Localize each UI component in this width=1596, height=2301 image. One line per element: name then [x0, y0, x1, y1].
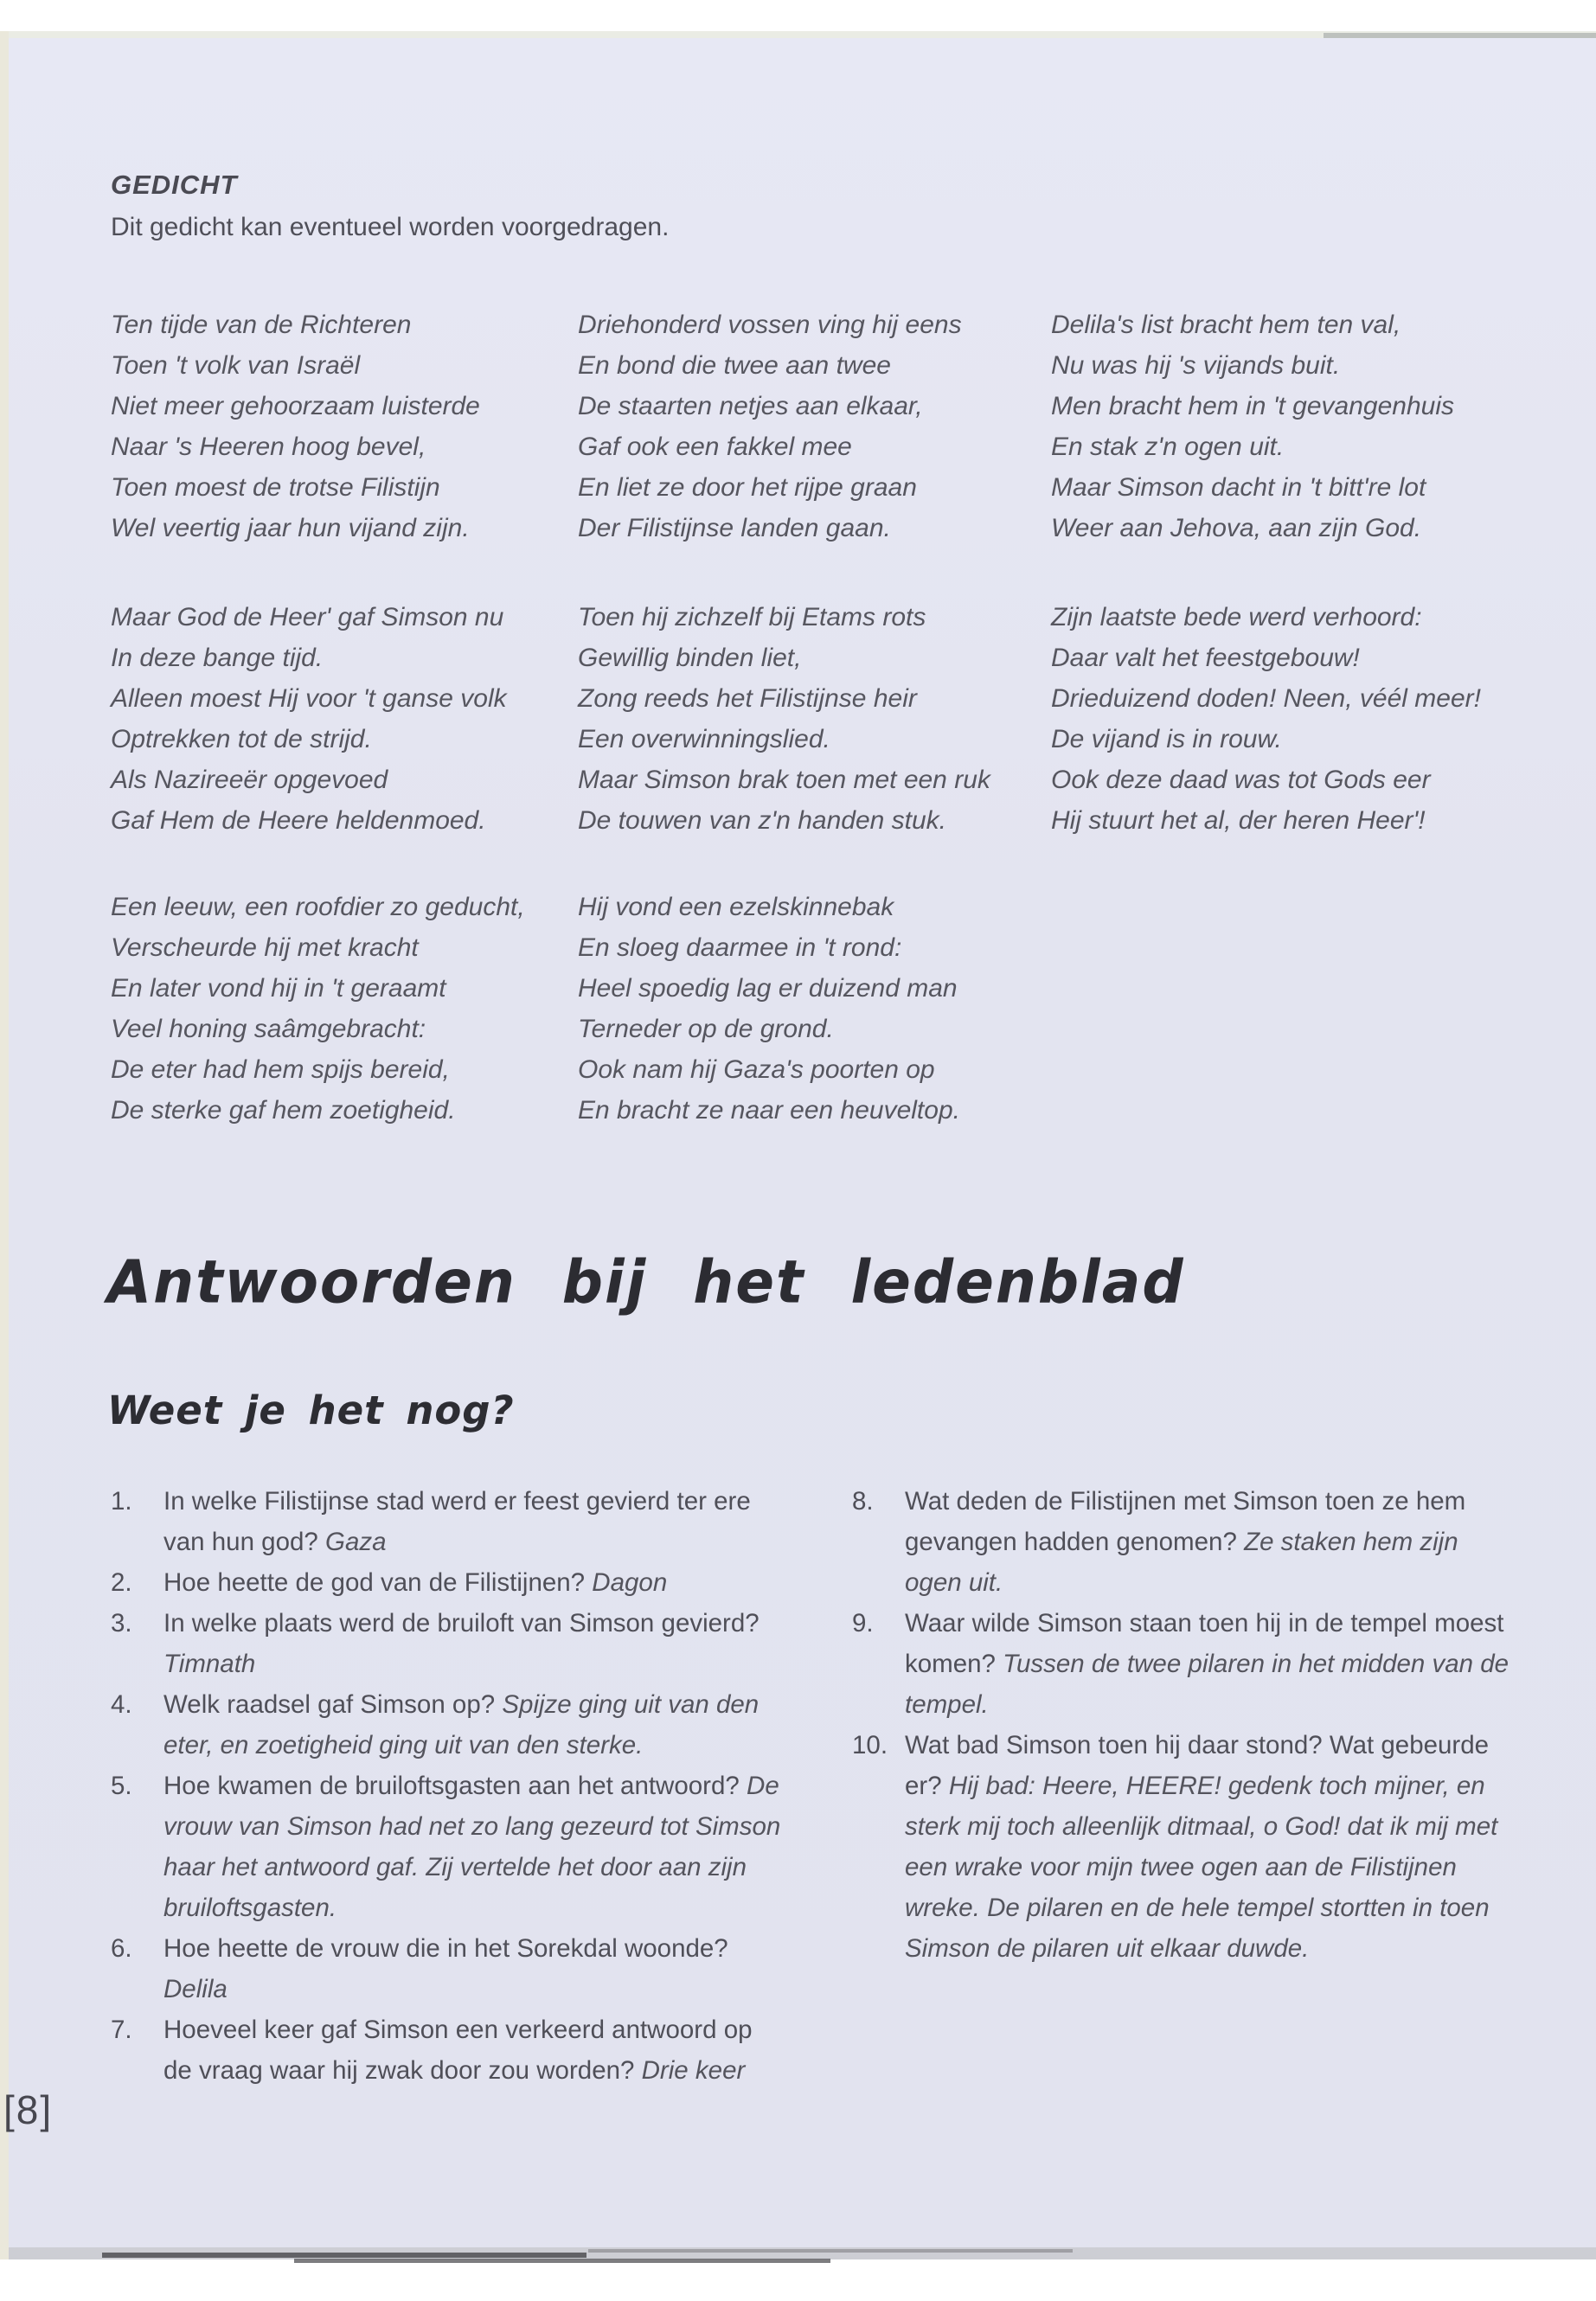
page-bottom-shadow-line: [588, 2249, 1073, 2253]
poem-line: Weer aan Jehova, aan zijn God.: [1051, 514, 1422, 542]
quiz-item-number: 8.: [852, 1487, 874, 1516]
quiz-item-text: [163, 1481, 781, 1562]
poem-line: Gaf ook een fakkel mee: [578, 433, 852, 461]
poem-line: Verscheurde hij met kracht: [111, 933, 419, 962]
poem-line: Een overwinningslied.: [578, 725, 830, 753]
poem-line: Toen 't volk van Israël: [111, 351, 361, 380]
quiz-answer: Tussen de twee pilaren in het midden van de tempel.: [905, 1650, 1509, 1719]
poem-line: Optrekken tot de strijd.: [111, 725, 372, 753]
quiz-item: [111, 1603, 781, 1684]
quiz-question: Wat deden de Filistijnen met Simson toen ze hem gevangen hadden genomen?: [905, 1487, 1466, 1556]
quiz-question: Hoeveel keer gaf Simson een verkeerd antwoord op de vraag waar hij zwak door zou worden?: [163, 2016, 753, 2085]
poem-line: Een leeuw, een roofdier zo geducht,: [111, 893, 525, 921]
quiz-item: [852, 1481, 1516, 1603]
quiz-column-right: [852, 1481, 1516, 1969]
quiz-answer: Timnath: [163, 1650, 256, 1678]
poem-line: De eter had hem spijs bereid,: [111, 1055, 450, 1084]
poem-line: Ook nam hij Gaza's poorten op: [578, 1055, 935, 1084]
quiz-answer: Spijze ging uit van den eter, en zoetigheid ging uit van den sterke.: [163, 1690, 760, 1759]
poem-line: En liet ze door het rijpe graan: [578, 473, 917, 502]
poem-stanza: [111, 304, 578, 548]
quiz-item: [852, 1603, 1516, 1725]
poem-stanza: [111, 597, 578, 841]
quiz-item-text: [163, 1766, 781, 1928]
quiz-item: [111, 2009, 781, 2091]
quiz-item: [111, 1481, 781, 1562]
page-bottom-shadow-line: [294, 2259, 830, 2263]
poem-line: In deze bange tijd.: [111, 644, 324, 672]
quiz-answer: Drie keer: [641, 2056, 746, 2085]
quiz-item-number: 2.: [111, 1568, 132, 1597]
poem-line: Toen hij zichzelf bij Etams rots: [578, 603, 926, 631]
poem-line: Daar valt het feestgebouw!: [1051, 644, 1360, 672]
poem-stanza: [578, 597, 1045, 841]
poem-line: En sloeg daarmee in 't rond:: [578, 933, 902, 962]
poem-line: Veel honing saâmgebracht:: [111, 1015, 426, 1043]
quiz-question: Welk raadsel gaf Simson op?: [163, 1690, 496, 1719]
poem-line: Gaf Hem de Heere heldenmoed.: [111, 806, 486, 835]
quiz-item-text: [163, 1684, 781, 1766]
quiz-item-text: [905, 1481, 1516, 1603]
quiz-title: Weet je het nog?: [107, 1388, 515, 1433]
poem-line: De vijand is in rouw.: [1051, 725, 1282, 753]
poem-line: Terneder op de grond.: [578, 1015, 834, 1043]
poem-line: Toen moest de trotse Filistijn: [111, 473, 440, 502]
poem-stanza: [111, 887, 578, 1131]
poem-line: Naar 's Heeren hoog bevel,: [111, 433, 426, 461]
quiz-item-number: 10.: [852, 1731, 888, 1759]
page-bottom-shadow-line: [102, 2253, 586, 2258]
poem-line: Gewillig binden liet,: [578, 644, 802, 672]
poem-line: Der Filistijnse landen gaan.: [578, 514, 891, 542]
quiz-item: [111, 1928, 781, 2009]
poem-section-subtitle: Dit gedicht kan eventueel worden voorgedragen.: [111, 213, 670, 241]
quiz-answer: Dagon: [592, 1568, 668, 1597]
quiz-item-number: 7.: [111, 2016, 132, 2044]
poem-line: De staarten netjes aan elkaar,: [578, 392, 923, 420]
quiz-question: Hoe kwamen de bruiloftsgasten aan het antwoord?: [163, 1772, 740, 1800]
quiz-item: [111, 1562, 781, 1603]
poem-line: Niet meer gehoorzaam luisterde: [111, 392, 480, 420]
poem-line: Maar God de Heer' gaf Simson nu: [111, 603, 504, 631]
poem-line: Zong reeds het Filistijnse heir: [578, 684, 917, 713]
poem-line: Delila's list bracht hem ten val,: [1051, 311, 1401, 339]
poem-line: Maar Simson brak toen met een ruk: [578, 766, 990, 794]
answers-section-title: Antwoorden bij het ledenblad: [107, 1247, 1185, 1317]
quiz-item-number: 6.: [111, 1934, 132, 1963]
quiz-answer: De vrouw van Simson had net zo lang gezeurd tot Simson haar het antwoord gaf. Zij vertelde het door aan zijn bruiloftsgasten.: [163, 1772, 781, 1922]
quiz-question: Wat bad Simson toen hij daar stond? Wat gebeurde er?: [905, 1731, 1490, 1800]
poem-line: Ten tijde van de Richteren: [111, 311, 412, 339]
poem-line: Hij vond een ezelskinnebak: [578, 893, 894, 921]
poem-line: Hij stuurt het al, der heren Heer'!: [1051, 806, 1426, 835]
poem-line: Wel veertig jaar hun vijand zijn.: [111, 514, 470, 542]
quiz-item-number: 3.: [111, 1609, 132, 1638]
quiz-item-number: 1.: [111, 1487, 132, 1516]
quiz-item: [111, 1766, 781, 1928]
poem-line: Als Nazireeër opgevoed: [111, 766, 388, 794]
quiz-answer: Hij bad: Heere, HEERE! gedenk toch mijner, en sterk mij toch alleenlijk ditmaal, o God! dat ik mij met een wrake voor mijn twee ogen aan de Filistijnen wreke. De pilaren en de hele tempel stortten in toen Simson de pilaren uit elkaar duwde.: [905, 1772, 1498, 1963]
quiz-item-text: [905, 1603, 1516, 1725]
poem-line: Maar Simson dacht in 't bitt're lot: [1051, 473, 1426, 502]
poem-line: Ook deze daad was tot Gods eer: [1051, 766, 1431, 794]
poem-section-title: GEDICHT: [111, 170, 238, 200]
poem-line: En later vond hij in 't geraamt: [111, 974, 446, 1003]
quiz-question: Hoe heette de vrouw die in het Sorekdal woonde?: [163, 1934, 728, 1963]
poem-stanza: [1051, 304, 1518, 548]
quiz-item-text: [163, 1928, 781, 2009]
poem-line: En bond die twee aan twee: [578, 351, 891, 380]
quiz-answer: Gaza: [325, 1528, 387, 1556]
quiz-item-number: 9.: [852, 1609, 874, 1638]
page-number: [8]: [3, 2087, 54, 2132]
quiz-item-text: [163, 2009, 781, 2091]
poem-line: De touwen van z'n handen stuk.: [578, 806, 947, 835]
quiz-answer: Ze staken hem zijn ogen uit.: [905, 1528, 1458, 1597]
poem-line: De sterke gaf hem zoetigheid.: [111, 1096, 456, 1125]
quiz-item: [111, 1684, 781, 1766]
quiz-question: Hoe heette de god van de Filistijnen?: [163, 1568, 586, 1597]
quiz-item-text: [905, 1725, 1516, 1969]
poem-line: Driehonderd vossen ving hij eens: [578, 311, 962, 339]
page-spine-edge: [0, 31, 9, 2259]
quiz-column-left: [111, 1481, 781, 2091]
poem-line: Nu was hij 's vijands buit.: [1051, 351, 1341, 380]
quiz-item-text: [163, 1562, 781, 1603]
quiz-item-text: [163, 1603, 781, 1684]
page-top-edge-line: [1324, 33, 1596, 38]
quiz-question: In welke plaats werd de bruiloft van Simson gevierd?: [163, 1609, 760, 1638]
poem-line: En bracht ze naar een heuveltop.: [578, 1096, 960, 1125]
poem-line: En stak z'n ogen uit.: [1051, 433, 1285, 461]
quiz-item: [852, 1725, 1516, 1969]
poem-line: Men bracht hem in 't gevangenhuis: [1051, 392, 1455, 420]
poem-line: Heel spoedig lag er duizend man: [578, 974, 958, 1003]
quiz-item-number: 5.: [111, 1772, 132, 1800]
poem-line: Zijn laatste bede werd verhoord:: [1051, 603, 1422, 631]
quiz-question: Waar wilde Simson staan toen hij in de tempel moest komen?: [905, 1609, 1504, 1678]
poem-line: Alleen moest Hij voor 't ganse volk: [111, 684, 507, 713]
poem-stanza: [578, 304, 1045, 548]
poem-stanza: [1051, 597, 1518, 841]
poem-stanza: [578, 887, 1045, 1131]
quiz-item-number: 4.: [111, 1690, 132, 1719]
quiz-answer: Delila: [163, 1975, 228, 2003]
quiz-question: In welke Filistijnse stad werd er feest gevierd ter ere van hun god?: [163, 1487, 751, 1556]
poem-line: Drieduizend doden! Neen, véél meer!: [1051, 684, 1481, 713]
